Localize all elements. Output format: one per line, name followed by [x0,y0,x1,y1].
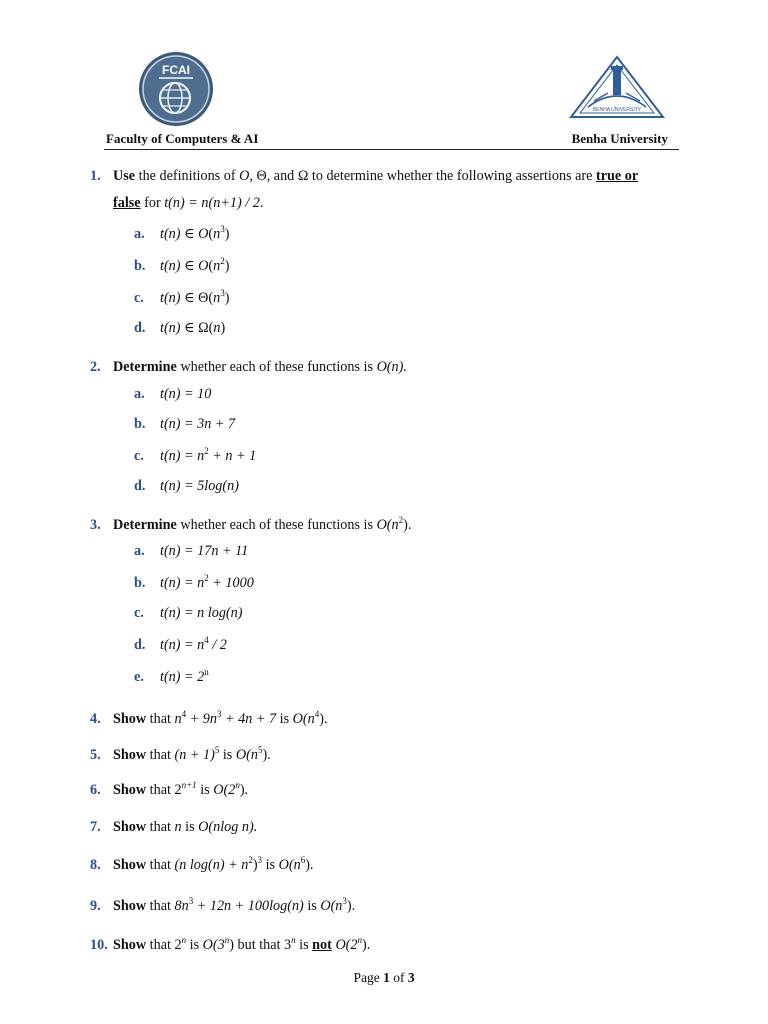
q3-item-d: d. $t(n) = n^4 / 2$ [134,635,227,653]
question-9: 9. Show that $8n^3 + 12n + 100\log(n)$ is $O(n^3)$. [90,896,356,914]
faculty-name: Faculty of Computers & AI [106,131,259,146]
q3-item-a: a. t(n) = 17n + 11 [134,543,249,559]
page-footer: Page 1 of 3 [353,970,415,985]
q2-item-d: d. t(n) = 5log(n) [134,478,239,494]
question-5: 5. Show that $(n + 1)^5$ is $O(n^5)$. [90,745,271,763]
total-page-count: 3 [407,970,415,985]
q2-item-a: a. t(n) = 10 [134,386,212,402]
question-6: 6. Show that $2^{n+1}$ is O(2$^n$). [90,780,249,798]
svg-text:FCAI: FCAI [162,63,190,77]
question-8: 8. Show that (n $\log(n) + n^2)^3$ is $O(n^6)$. [90,855,314,873]
svg-text:BENHA UNIVERSITY: BENHA UNIVERSITY [592,107,642,113]
q1-item-b: b. t(n) ∈ $O(n^2)$ [134,256,230,274]
q2-item-c: c. $t(n) = n^2 + n + 1$ [134,446,257,464]
current-page-number: 1 [383,970,390,985]
q1-item-d: d. t(n) ∈ Ω(n) [134,320,226,336]
university-name: Benha University [571,131,668,146]
header-divider [104,149,679,150]
question-1-continued: false for t(n) = n(n+1) / 2. [113,195,264,211]
question-4: 4. Show that $n^4 + 9n^3 + 4n + 7$ is $O(n^4)$. [90,709,328,727]
q2-item-b: b. t(n) = 3n + 7 [134,416,236,432]
question-10: 10. Show that 2$^n$ is O(3$^n$) but that 3$^n$ is not O(2$^n$). [90,935,371,953]
q3-item-c: c. t(n) = n log(n) [134,605,243,621]
q1-item-a: a. t(n) ∈ $O(n^3)$ [134,224,230,242]
question-3: 3. Determine whether each of these functions is $O(n^2)$. [90,515,412,533]
question-2: 2. Determine whether each of these functions is O(n). [90,359,407,375]
question-7: 7. Show that n is O(nlog n). [90,819,258,835]
formula: t(n) = n(n+1) / 2 [164,195,260,211]
q1-item-c: c. t(n) ∈ $\Theta(n^3)$ [134,288,230,306]
question-number: 1. [90,168,101,184]
q3-item-b: b. $t(n) = n^2 + 1000$ [134,573,254,591]
q3-item-e: e. $t(n) = 2^n$ [134,667,209,685]
question-1: 1. Use the definitions of O, Θ, and Ω to determine whether the following assertions are true or [90,168,639,184]
benha-university-logo [568,55,666,123]
fcai-logo [137,50,215,128]
